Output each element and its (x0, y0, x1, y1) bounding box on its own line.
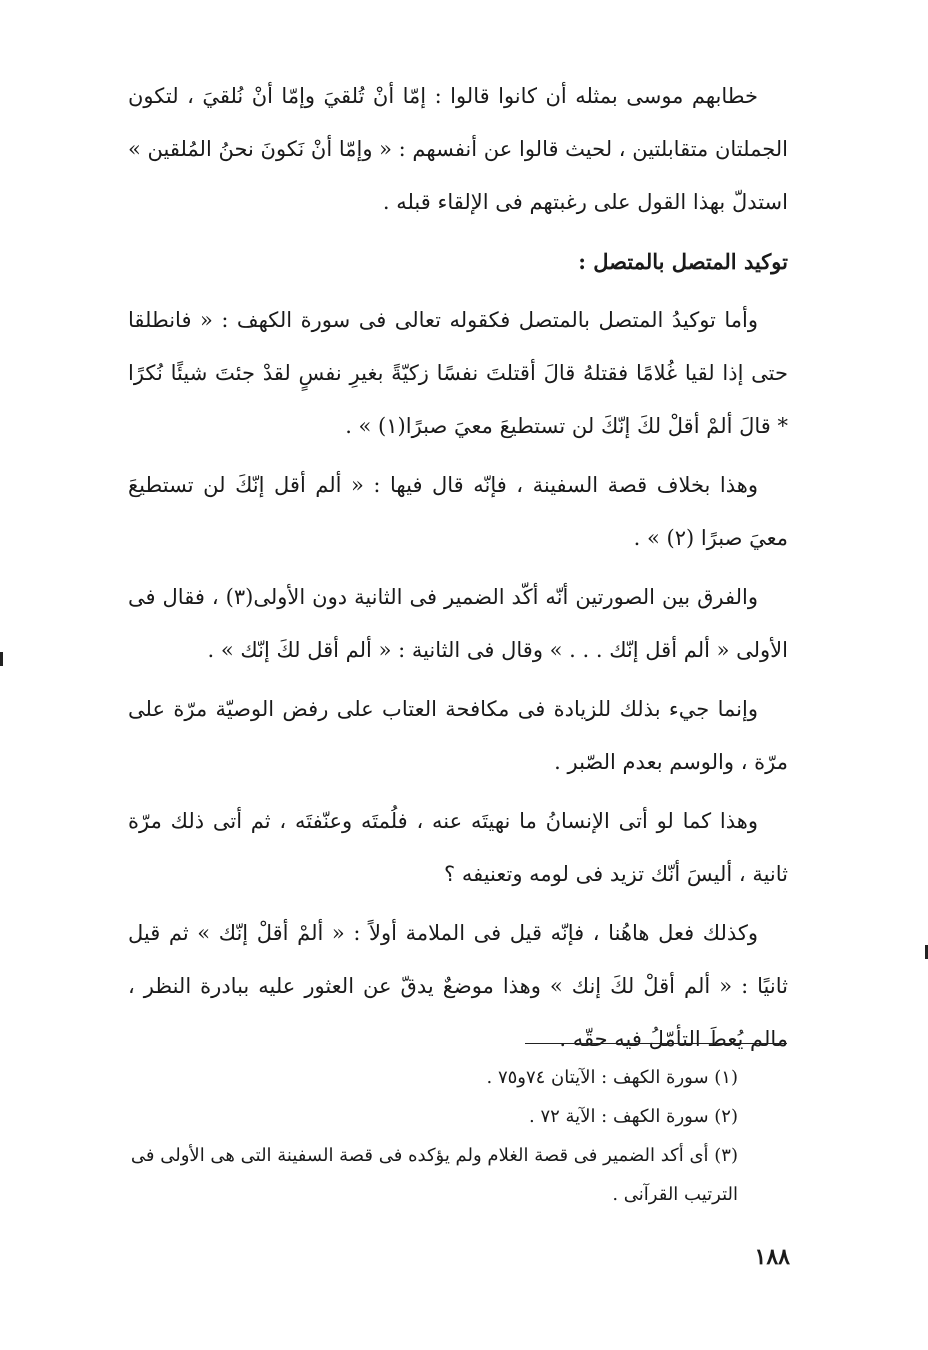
footnote-3: (٣) أى أكد الضمير فى قصة الغلام ولم يؤكده فى قصة السفينة التى هى الأولى فى الترتيب القرآنى . (130, 1145, 738, 1205)
paragraph-2: وأما توكيدُ المتصل بالمتصل فكقوله تعالى فى سورة الكهف : « فانطلقا حتى إذا لقيا غُلامًا فقتلهُ قالَ أقتلتَ نفسًا زكيّةً بغيرِ نفسٍ لقدْ جئتَ شيئًا نُكرًا * قالَ ألمْ أقلْ لكَ إنّكَ لن تستطيعَ معيَ صبرًا(١) » . (128, 308, 788, 438)
main-text (128, 70, 788, 1072)
paragraph-7: وكذلك فعل هاهُنا ، فإنّه قيل فى الملامة أولاً : « ألمْ أقلْ إنّك » ثم قيل ثانيًا : « ألم أقلْ لكَ إنك » وهذا موضعٌ يدقّ عن العثور عليه ببادرة النظر ، مالم يُعطَ التأمّلُ فيه حقّه . (128, 921, 788, 1051)
footnotes (128, 1058, 738, 1214)
section-heading: توكيد المتصل بالمتصل : (578, 249, 788, 274)
paragraph-6: وهذا كما لو أتى الإنسانُ ما نهيتَه عنه ، فلُمتَه وعنّفتَه ، ثم أتى ذلك مرّة ثانية ، أليسَ أنّك تزيد فى لومه وتعنيفه ؟ (128, 809, 788, 886)
footnote-separator (525, 1043, 787, 1044)
footnote-1: (١) سورة الكهف : الآيتان ٧٤و٧٥ . (486, 1067, 738, 1088)
paragraph-3: وهذا بخلاف قصة السفينة ، فإنّه قال فيها : « ألم أقل إنّكَ لن تستطيعَ معيَ صبرًا (٢) » . (128, 473, 788, 550)
footnote-2: (٢) سورة الكهف : الآية ٧٢ . (529, 1106, 738, 1127)
page-number: ١٨٨ (754, 1244, 790, 1270)
paragraph-1: خطابهم موسى بمثله أن كانوا قالوا : إمّا أنْ تُلقيَ وإمّا أنْ نُلقيَ ، لتكون الجملتان متقابلتين ، لحيث قالوا عن أنفسهم : « وإمّا أنْ نَكونَ نحنُ المُلقين » استدلّ بهذا القول على رغبتهم فى الإلقاء قبله . (128, 84, 788, 214)
scan-edge-mark (0, 652, 3, 666)
paragraph-4: والفرق بين الصورتين أنّه أكّد الضمير فى الثانية دون الأولى(٣) ، فقال فى الأولى « ألم أقل إنّك . . . » وقال فى الثانية : « ألم أقل لكَ إنّك » . (128, 585, 788, 662)
paragraph-5: وإنما جيء بذلك للزيادة فى مكافحة العتاب على رفض الوصيّة مرّة على مرّة ، والوسم بعدم الصّبر . (128, 697, 788, 774)
